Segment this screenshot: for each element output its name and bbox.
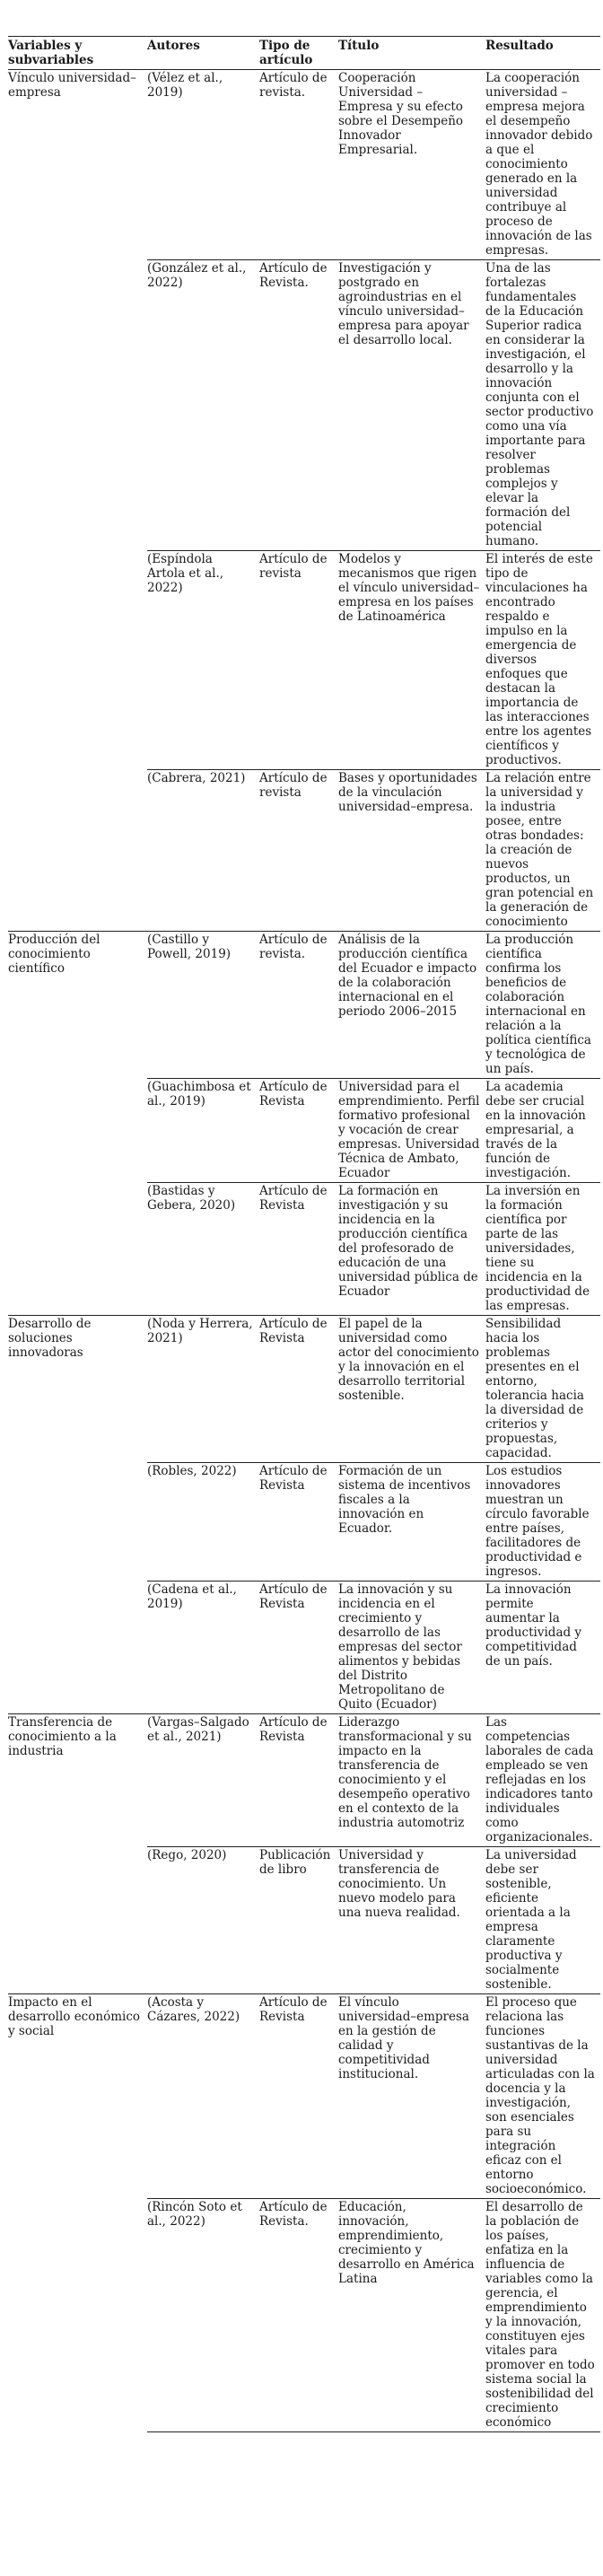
variable-cell: Producción del conocimiento científico [8, 932, 147, 1316]
author-cell: (Acosta y Cázares, 2022) [147, 1994, 259, 2199]
table-header-row [8, 37, 600, 70]
title-cell: Cooperación Universidad – Empresa y su efecto sobre el Desempeño Innovador Empresarial. [338, 70, 485, 260]
result-cell: La producción científica confirma los beneficios de colaboración internacional en relación a la política científica y tecnológica de un país. [485, 932, 600, 1079]
author-cell: (Vargas–Salgado et al., 2021) [147, 1714, 259, 1847]
title-cell: El vínculo universidad–empresa en la gestión de calidad y competitividad institucional. [338, 1994, 485, 2199]
article-type-cell: Publicación de libro [259, 1847, 338, 1994]
result-cell: La relación entre la universidad y la industria posee, entre otras bondades: la creación de nuevos productos, un gran potencial en la generación de conocimiento [485, 770, 600, 932]
article-type-cell: Artículo de revista [259, 551, 338, 770]
article-type-cell: Artículo de Revista [259, 1463, 338, 1582]
result-cell: La academia debe ser crucial en la innovación empresarial, a través de la función de investigación. [485, 1079, 600, 1183]
article-type-cell: Artículo de Revista [259, 1714, 338, 1847]
title-cell: Análisis de la producción científica del Ecuador e impacto de la colaboración internacional en el periodo 2006–2015 [338, 932, 485, 1079]
article-type-cell: Artículo de revista. [259, 70, 338, 260]
author-cell: (Bastidas y Gebera, 2020) [147, 1183, 259, 1316]
header-article-type: Tipo de artículo [259, 37, 338, 70]
header-title: Título [338, 37, 485, 70]
title-cell: La formación en investigación y su incidencia en la producción científica del profesorado de educación de una universidad pública de Ecuador [338, 1183, 485, 1316]
title-cell: Universidad para el emprendimiento. Perfil formativo profesional y vocación de crear empresas. Universidad Técnica de Ambato, Ecuador [338, 1079, 485, 1183]
article-type-cell: Artículo de Revista [259, 1183, 338, 1316]
author-cell: (González et al., 2022) [147, 260, 259, 551]
table-row [8, 932, 600, 1079]
result-cell: Una de las fortalezas fundamentales de la Educación Superior radica en considerar la investigación, el desarrollo y la innovación conjunta con el sector productivo como una vía importante para resolver problemas complejos y elevar la formación del potencial humano. [485, 260, 600, 551]
result-cell: La innovación permite aumentar la productividad y competitividad de un país. [485, 1582, 600, 1714]
result-cell: La universidad debe ser sostenible, eficiente orientada a la empresa claramente productiva y socialmente sostenible. [485, 1847, 600, 1994]
author-cell: (Noda y Herrera, 2021) [147, 1316, 259, 1463]
author-cell: (Castillo y Powell, 2019) [147, 932, 259, 1079]
table-row [8, 70, 600, 260]
result-cell: Las competencias laborales de cada empleado se ven reflejadas en los indicadores tanto individuales como organizacionales. [485, 1714, 600, 1847]
header-authors: Autores [147, 37, 259, 70]
title-cell: Modelos y mecanismos que rigen el vínculo universidad–empresa en los países de Latinoamérica [338, 551, 485, 770]
title-cell: Formación de un sistema de incentivos fiscales a la innovación en Ecuador. [338, 1463, 485, 1582]
header-variables: Variables y subvariables [8, 37, 147, 70]
article-type-cell: Artículo de Revista [259, 1994, 338, 2199]
article-type-cell: Artículo de Revista. [259, 260, 338, 551]
article-type-cell: Artículo de Revista [259, 1316, 338, 1463]
article-type-cell: Artículo de Revista [259, 1582, 338, 1714]
author-cell: (Cadena et al., 2019) [147, 1582, 259, 1714]
title-cell: Educación, innovación, emprendimiento, crecimiento y desarrollo en América Latina [338, 2199, 485, 2432]
result-cell: Sensibilidad hacia los problemas presentes en el entorno, tolerancia hacia la diversidad de criterios y propuestas, capacidad. [485, 1316, 600, 1463]
author-cell: (Espíndola Artola et al., 2022) [147, 551, 259, 770]
variable-cell: Vínculo universidad–empresa [8, 70, 147, 932]
author-cell: (Vélez et al., 2019) [147, 70, 259, 260]
author-cell: (Rego, 2020) [147, 1847, 259, 1994]
title-cell: La innovación y su incidencia en el crecimiento y desarrollo de las empresas del sector alimentos y bebidas del Distrito Metropolitano de Quito (Ecuador) [338, 1582, 485, 1714]
article-type-cell: Artículo de Revista. [259, 2199, 338, 2432]
result-cell: El interés de este tipo de vinculaciones ha encontrado respaldo e impulso en la emergencia de diversos enfoques que destacan la importancia de las interacciones entre los agentes científicos y productivos. [485, 551, 600, 770]
header-result: Resultado [485, 37, 600, 70]
table-row [8, 1316, 600, 1463]
article-type-cell: Artículo de revista. [259, 932, 338, 1079]
title-cell: Investigación y postgrado en agroindustrias en el vínculo universidad–empresa para apoyar el desarrollo local. [338, 260, 485, 551]
variable-cell: Desarrollo de soluciones innovadoras [8, 1316, 147, 1714]
title-cell: Universidad y transferencia de conocimiento. Un nuevo modelo para una nueva realidad. [338, 1847, 485, 1994]
result-cell: El desarrollo de la población de los países, enfatiza en la influencia de variables como la gerencia, el emprendimiento y la innovación, constituyen ejes vitales para promover en todo sistema social la sostenibilidad del crecimiento económico [485, 2199, 600, 2432]
result-cell: Los estudios innovadores muestran un círculo favorable entre países, facilitadores de productividad e ingresos. [485, 1463, 600, 1582]
author-cell: (Guachimbosa et al., 2019) [147, 1079, 259, 1183]
title-cell: Bases y oportunidades de la vinculación universidad–empresa. [338, 770, 485, 932]
title-cell: El papel de la universidad como actor del conocimiento y la innovación en el desarrollo territorial sostenible. [338, 1316, 485, 1463]
result-cell: La inversión en la formación científica por parte de las universidades, tiene su incidencia en la productividad de las empresas. [485, 1183, 600, 1316]
variable-cell: Transferencia de conocimiento a la industria [8, 1714, 147, 1994]
article-type-cell: Artículo de Revista [259, 1079, 338, 1183]
author-cell: (Cabrera, 2021) [147, 770, 259, 932]
table-row [8, 1994, 600, 2199]
variable-cell: Impacto en el desarrollo económico y social [8, 1994, 147, 2432]
author-cell: (Rincón Soto et al., 2022) [147, 2199, 259, 2432]
table-row [8, 1714, 600, 1847]
title-cell: Liderazgo transformacional y su impacto en la transferencia de conocimiento y el desempeño operativo en el contexto de la industria automotriz [338, 1714, 485, 1847]
literature-review-table [8, 36, 600, 2432]
table-body [8, 70, 600, 2432]
result-cell: El proceso que relaciona las funciones sustantivas de la universidad articuladas con la docencia y la investigación, son esenciales para su integración eficaz con el entorno socioeconómico. [485, 1994, 600, 2199]
result-cell: La cooperación universidad – empresa mejora el desempeño innovador debido a que el conocimiento generado en la universidad contribuye al proceso de innovación de las empresas. [485, 70, 600, 260]
article-type-cell: Artículo de revista [259, 770, 338, 932]
author-cell: (Robles, 2022) [147, 1463, 259, 1582]
